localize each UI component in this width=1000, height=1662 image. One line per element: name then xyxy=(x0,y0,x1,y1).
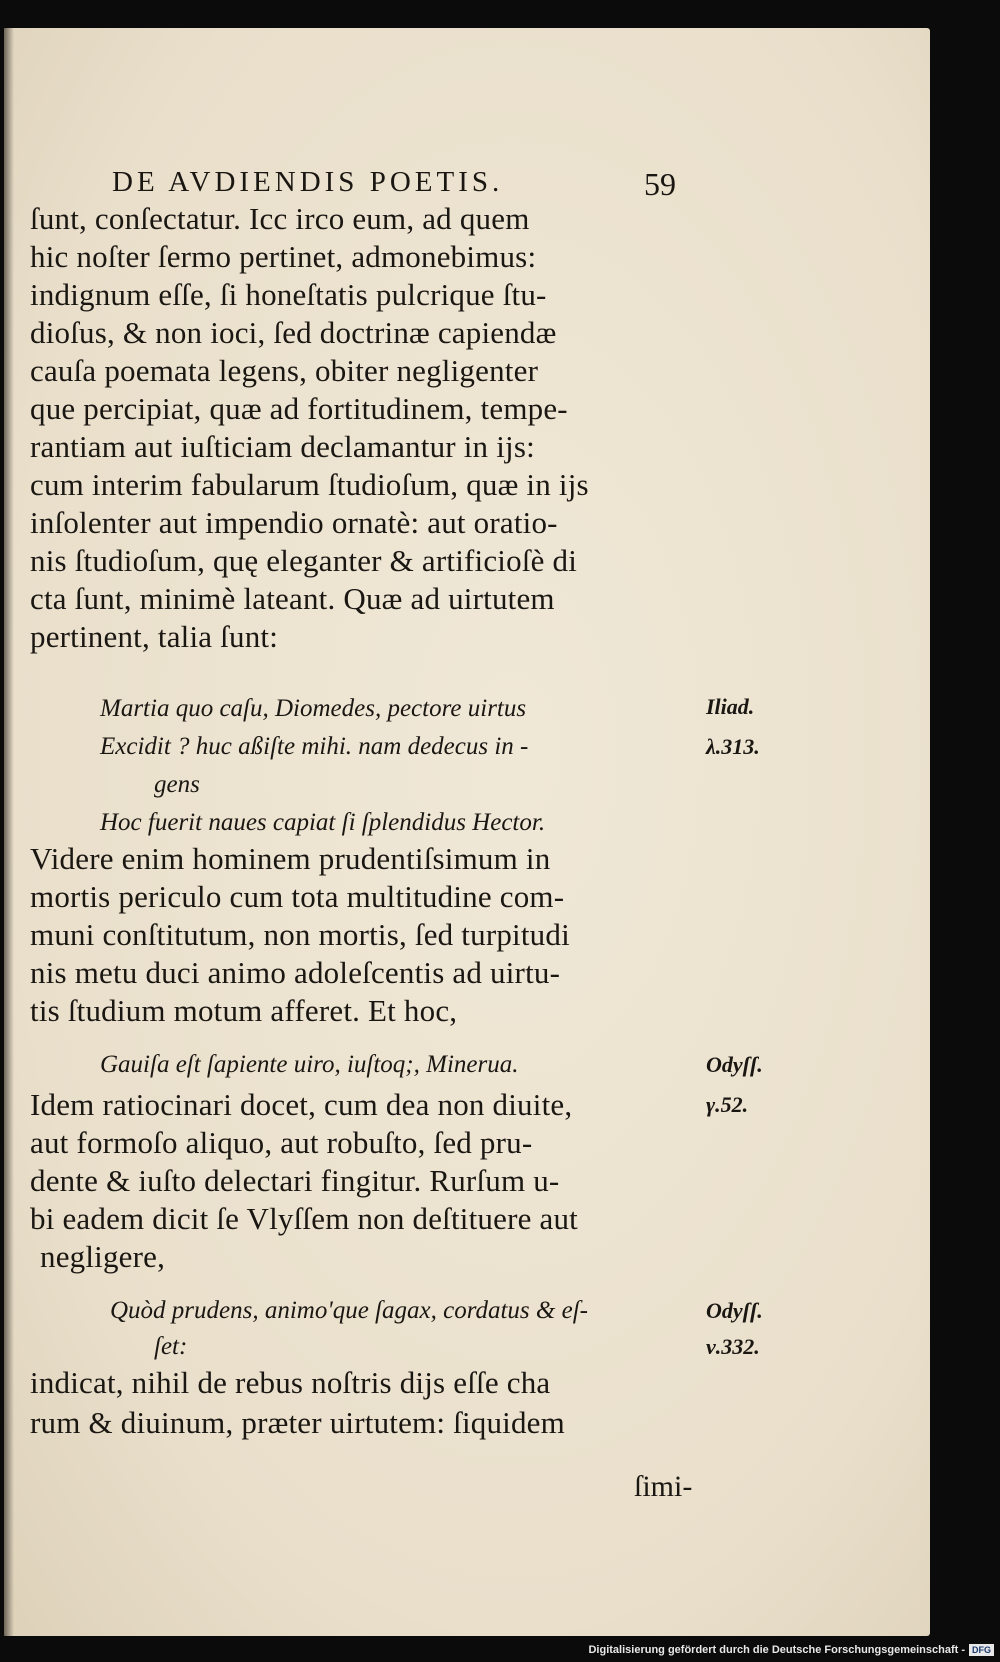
verse-line: Gauiſa eſt ſapiente uiro, iuſtoq;, Minerua. xyxy=(100,1051,519,1078)
dfg-logo: DFG xyxy=(969,1644,994,1656)
text-line: pertinent, talia ſunt: xyxy=(30,619,279,654)
verse-line: Quòd prudens, animo'que ſagax, cordatus & eſ- xyxy=(110,1297,588,1324)
text-line: muni conſtitutum, non mortis, ſed turpitudi xyxy=(30,917,570,952)
page-binding-shadow xyxy=(4,28,14,1636)
text-line: Idem ratiocinari docet, cum dea non diuite, xyxy=(30,1087,573,1122)
book-page xyxy=(4,28,930,1636)
text-line: dente & iuſto delectari fingitur. Rurſum u- xyxy=(30,1163,560,1198)
page-number: 59 xyxy=(644,166,676,202)
text-line: cum interim fabularum ſtudioſum, quæ in ijs xyxy=(30,467,589,502)
text-line: mortis periculo cum tota multitudine com- xyxy=(30,879,565,914)
text-line: que percipiat, quæ ad fortitudinem, tempe- xyxy=(30,391,568,426)
running-header: DE AVDIENDIS POETIS. xyxy=(112,166,504,198)
catchword: ſimi- xyxy=(634,1470,693,1503)
marginal-note: Iliad. xyxy=(706,694,755,719)
credit-text: Digitalisierung gefördert durch die Deutsche Forschungsgemeinschaft - xyxy=(588,1644,965,1656)
verse-line: Hoc fuerit naues capiat ſi ſplendidus Hector. xyxy=(100,809,546,836)
text-line: nis metu duci animo adoleſcentis ad uirtu- xyxy=(30,955,561,990)
text-line: hic noſter ſermo pertinet, admonebimus: xyxy=(30,239,537,274)
text-line: negligere, xyxy=(40,1239,166,1274)
text-line: cauſa poemata legens, obiter negligenter xyxy=(30,353,539,388)
marginal-note: Odyſſ. xyxy=(706,1052,763,1077)
text-line: cta ſunt, minimè lateant. Quæ ad uirtutem xyxy=(30,581,555,616)
verse-line: Martia quo caſu, Diomedes, pectore uirtus xyxy=(100,695,527,722)
verse-line: gens xyxy=(154,771,200,798)
text-line: ſunt, conſectatur. Icc irco eum, ad quem xyxy=(30,201,530,236)
marginal-note: λ.313. xyxy=(706,734,760,759)
verse-line: Excidit ? huc aßiſte mihi. nam dedecus in - xyxy=(100,733,529,760)
text-line: tis ſtudium motum afferet. Et hoc, xyxy=(30,993,458,1028)
text-line: bi eadem dicit ſe Vlyſſem non deſtituere aut xyxy=(30,1201,578,1236)
text-line: indicat, nihil de rebus noſtris dijs eſſe cha xyxy=(30,1365,551,1400)
text-line: rantiam aut iuſticiam declamantur in ijs: xyxy=(30,429,535,464)
text-line: inſolenter aut impendio ornatè: aut oratio- xyxy=(30,505,558,540)
text-line: indignum eſſe, ſi honeſtatis pulcrique ſtu- xyxy=(30,277,547,312)
text-line: nis ſtudioſum, quę eleganter & artificioſè di xyxy=(30,543,578,578)
text-line: aut formoſo aliquo, aut robuſto, ſed pru- xyxy=(30,1125,533,1160)
marginal-note: ν.332. xyxy=(706,1334,760,1359)
verse-line: ſet: xyxy=(154,1333,188,1360)
text-line: rum & diuinum, præter uirtutem: ſiquidem xyxy=(30,1405,565,1440)
marginal-note: γ.52. xyxy=(706,1092,749,1117)
text-line: Videre enim hominem prudentiſsimum in xyxy=(30,841,551,876)
text-line: dioſus, & non ioci, ſed doctrinæ capiendæ xyxy=(30,315,557,350)
marginal-note: Odyſſ. xyxy=(706,1298,763,1323)
digitization-credit xyxy=(588,1642,994,1658)
